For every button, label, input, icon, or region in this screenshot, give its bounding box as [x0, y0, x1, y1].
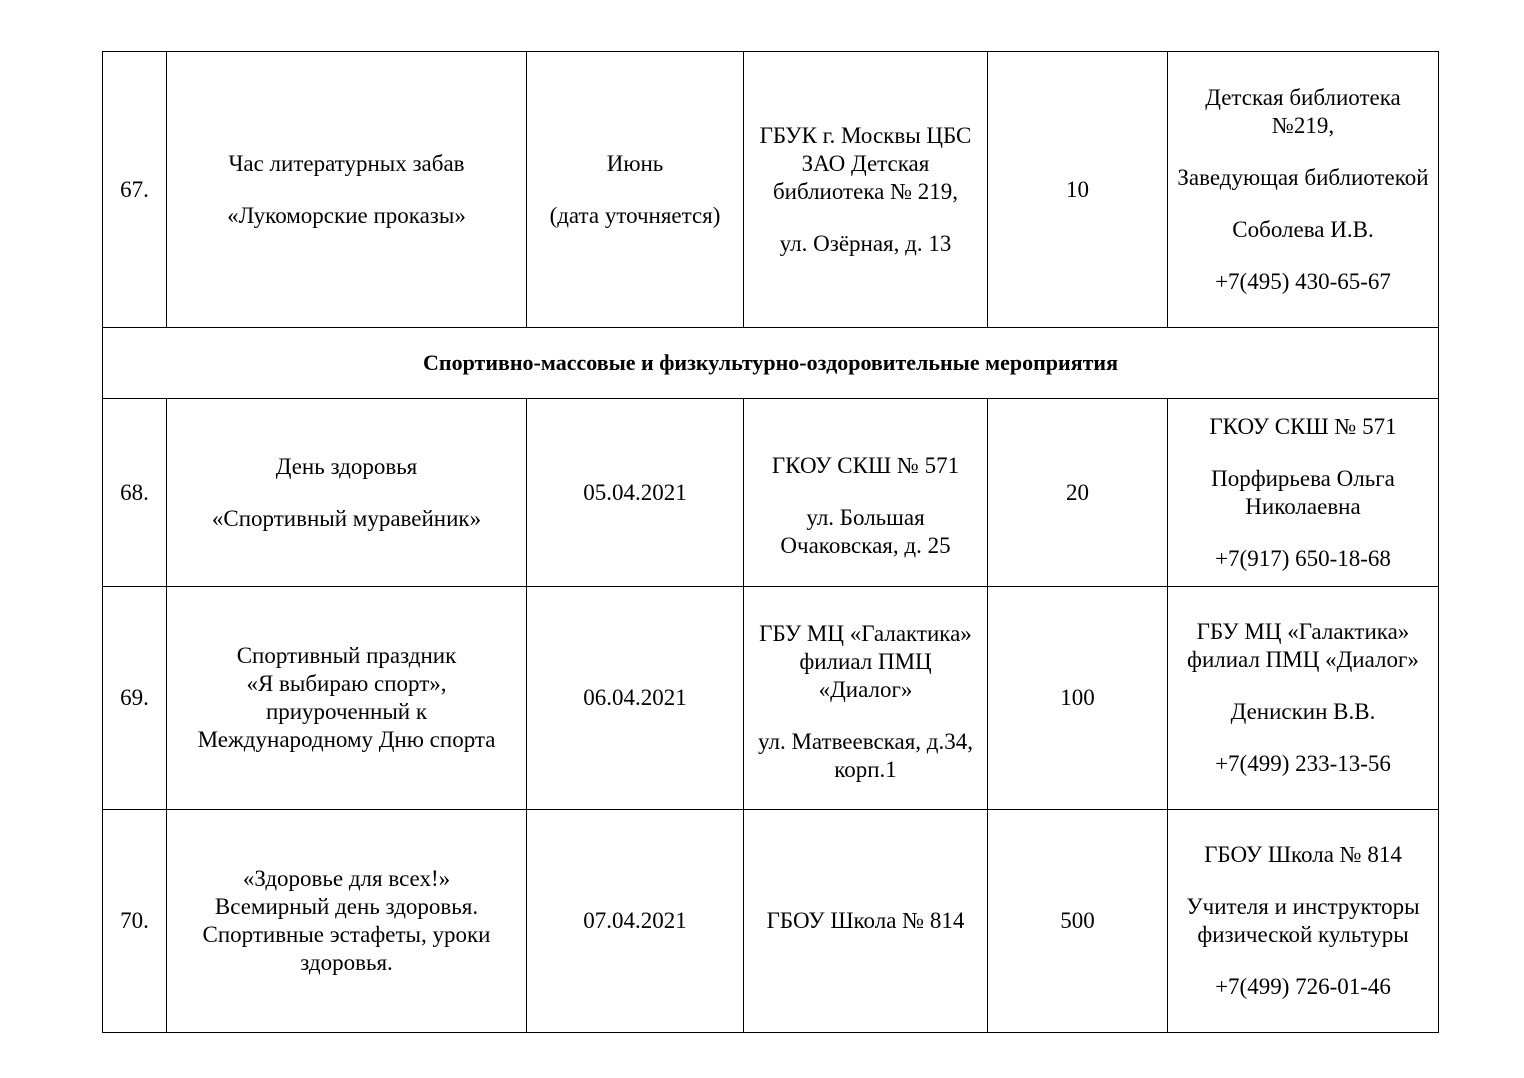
table-row [103, 52, 1439, 328]
responsible-line: Заведующая библиотекой [1177, 164, 1429, 190]
event-line: Спортивный праздник [236, 643, 457, 668]
responsible-phone: +7(495) 430-65-67 [1215, 268, 1391, 294]
section-title: Спортивно-массовые и физкультурно-оздоровительные мероприятия [103, 328, 1439, 399]
participants-cell: 100 [988, 587, 1168, 810]
responsible-line: ГКОУ СКШ № 571 [1209, 413, 1397, 439]
venue-line: ГКОУ СКШ № 571 [771, 452, 960, 478]
event-line: Международному Дню спорта [197, 727, 496, 752]
table-row [103, 810, 1439, 1033]
venue-cell [744, 399, 988, 587]
event-cell [167, 52, 527, 328]
responsible-line: Учителя и инструкторы физической культуры [1186, 894, 1420, 947]
responsible-line: Порфирьева Ольга Николаевна [1211, 465, 1395, 519]
event-line: «Я выбираю спорт», [246, 671, 447, 696]
event-cell [167, 587, 527, 810]
date-line: Июнь [606, 150, 664, 176]
venue-cell [744, 587, 988, 810]
venue-line: ГБОУ Школа № 814 [766, 908, 965, 933]
responsible-phone: +7(499) 233-13-56 [1215, 751, 1391, 776]
venue-line: ул. Озёрная, д. 13 [779, 230, 952, 256]
venue-line: ГБУ МЦ «Галактика» филиал ПМЦ «Диалог» [759, 621, 972, 702]
date-cell: 07.04.2021 [527, 810, 744, 1033]
responsible-phone: +7(917) 650-18-68 [1215, 545, 1391, 571]
responsible-cell [1168, 810, 1439, 1033]
row-number: 67. [103, 52, 167, 328]
event-line: «Лукоморские проказы» [227, 202, 466, 228]
responsible-line: ГБОУ Школа № 814 [1204, 842, 1402, 867]
responsible-line: Детская библиотека №219, [1205, 84, 1401, 138]
responsible-cell [1168, 587, 1439, 810]
participants-cell: 20 [988, 399, 1168, 587]
date-cell: 05.04.2021 [527, 399, 744, 587]
event-line: «Спортивный муравейник» [211, 505, 482, 531]
table-row [103, 399, 1439, 587]
row-number: 70. [103, 810, 167, 1033]
responsible-line: ГБУ МЦ «Галактика» филиал ПМЦ «Диалог» [1187, 619, 1419, 672]
date-cell [527, 52, 744, 328]
venue-line: ул. Большая Очаковская, д. 25 [780, 504, 951, 558]
section-row [103, 328, 1439, 399]
responsible-line: Денискин В.В. [1230, 699, 1376, 724]
table-row [103, 587, 1439, 810]
row-number: 68. [103, 399, 167, 587]
venue-line: ГБУК г. Москвы ЦБС ЗАО Детская библиотека № 219, [759, 122, 972, 204]
participants-cell: 10 [988, 52, 1168, 328]
event-line: Спортивные эстафеты, уроки [202, 922, 491, 947]
event-line: Час литературных забав [228, 150, 465, 176]
event-line: приуроченный к [265, 699, 428, 724]
responsible-phone: +7(499) 726-01-46 [1215, 974, 1391, 999]
venue-line: ул. Матвеевская, д.34, корп.1 [758, 729, 973, 782]
events-table [102, 51, 1439, 1033]
row-number: 69. [103, 587, 167, 810]
participants-cell: 500 [988, 810, 1168, 1033]
date-cell: 06.04.2021 [527, 587, 744, 810]
event-cell [167, 399, 527, 587]
venue-cell [744, 810, 988, 1033]
event-line: Всемирный день здоровья. [214, 894, 479, 919]
event-cell [167, 810, 527, 1033]
venue-cell [744, 52, 988, 328]
responsible-cell [1168, 399, 1439, 587]
responsible-line: Соболева И.В. [1232, 216, 1374, 242]
event-line: День здоровья [275, 453, 418, 479]
event-line: «Здоровье для всех!» [242, 866, 451, 891]
responsible-cell [1168, 52, 1439, 328]
date-line: (дата уточняется) [549, 202, 721, 228]
event-line: здоровья. [300, 950, 393, 975]
